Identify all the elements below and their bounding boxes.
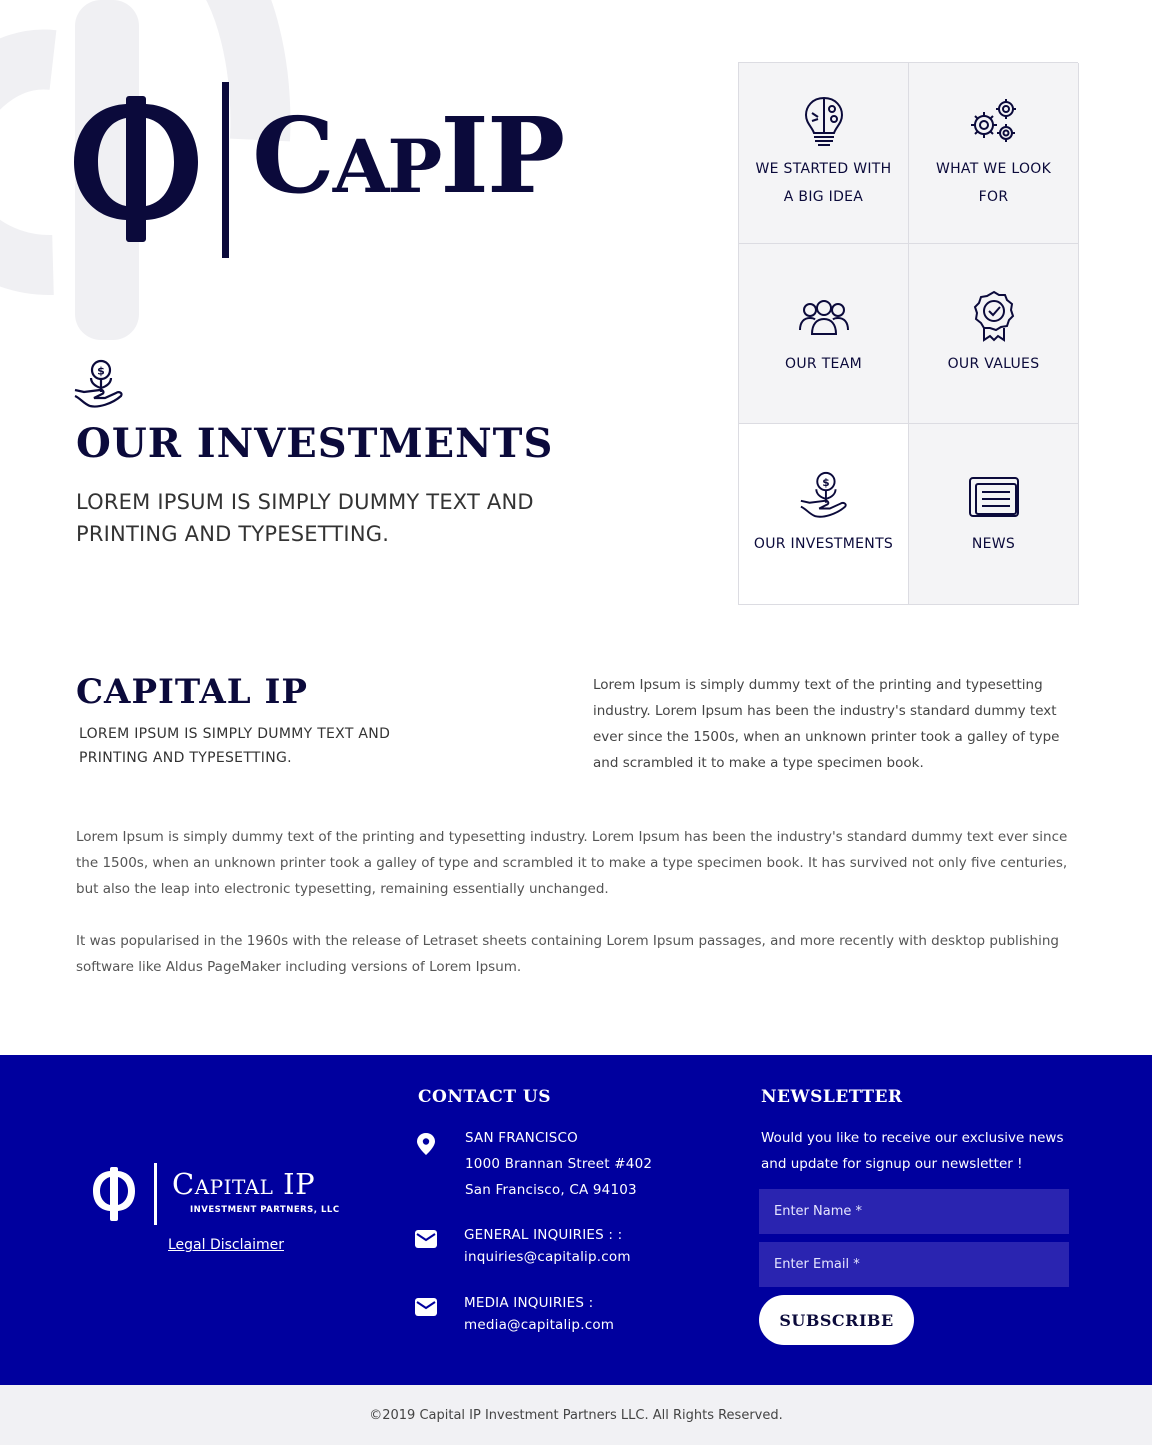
- envelope-icon: [414, 1295, 438, 1319]
- tile-label: WE STARTED WITH A BIG IDEA: [755, 161, 892, 205]
- subscribe-button[interactable]: SUBSCRIBE: [759, 1295, 914, 1345]
- tile-our-values[interactable]: [909, 244, 1079, 424]
- address-street: 1000 Brannan Street #402: [465, 1156, 653, 1172]
- footer: [0, 1055, 1152, 1385]
- gears-icon: [968, 95, 1020, 147]
- footer-logo-tagline: INVESTMENT PARTNERS, LLC: [190, 1205, 340, 1215]
- capital-ip-heading: CAPITAL IP: [76, 672, 308, 712]
- plant-hand-dollar-icon: [72, 358, 126, 412]
- media-inquiries-email[interactable]: media@capitalip.com: [464, 1317, 615, 1333]
- media-inquiries-label: MEDIA INQUIRIES :: [464, 1295, 594, 1311]
- hero-section: [0, 0, 1152, 640]
- plant-hand-dollar-icon: [798, 470, 850, 522]
- lightbulb-icon: [798, 95, 850, 147]
- award-badge-icon: [968, 290, 1020, 342]
- contact-heading: CONTACT US: [418, 1087, 551, 1107]
- media-inquiries: [464, 1292, 614, 1336]
- general-inquiries-label: GENERAL INQUIRIES : :: [464, 1227, 623, 1243]
- copyright-bar: [0, 1385, 1152, 1445]
- svg-text:$: $: [821, 476, 830, 489]
- capip-logo[interactable]: [72, 82, 592, 262]
- tile-label: NEWS: [971, 536, 1016, 552]
- copyright-text: ©2019 Capital IP Investment Partners LLC. All Rights Reserved.: [369, 1407, 783, 1423]
- body-paragraph: Lorem Ipsum is simply dummy text of the printing and typesetting industry. Lorem Ipsum has been the industry's standard dummy text ever since the 1500s, when an unknown printer took a galley of type and scrambled it to make a type specimen book. It has survived not only five centuries, but also the leap into electronic typesetting, remaining essentially unchanged.: [76, 829, 1068, 897]
- tile-news[interactable]: [909, 424, 1079, 605]
- contact-address: [465, 1125, 652, 1203]
- tile-label: WHAT WE LOOK FOR: [935, 161, 1052, 205]
- newsletter-name-input[interactable]: [759, 1189, 1069, 1234]
- page-subtitle: LOREM IPSUM IS SIMPLY DUMMY TEXT AND PRINTING AND TYPESETTING.: [76, 490, 534, 546]
- phi-logo-mark: [72, 82, 252, 262]
- tile-label: OUR VALUES: [947, 355, 1040, 372]
- address-city-zip: San Francisco, CA 94103: [465, 1182, 637, 1198]
- footer-logo[interactable]: [92, 1163, 362, 1227]
- svg-text:$: $: [97, 364, 105, 378]
- newsletter-email-input[interactable]: [759, 1242, 1069, 1287]
- page-title: OUR INVESTMENTS: [76, 420, 554, 467]
- general-inquiries-email[interactable]: inquiries@capitalip.com: [464, 1249, 631, 1265]
- legal-disclaimer-link[interactable]: Legal Disclaimer: [168, 1237, 284, 1253]
- tile-what-we-look-for[interactable]: [909, 63, 1079, 244]
- team-icon: [798, 290, 850, 342]
- capital-ip-paragraph: Lorem Ipsum is simply dummy text of the printing and typesetting industry. Lorem Ipsum has been the industry's standard dummy text ever since the 1500s, when an unknown printer took a galley of type and scrambled it to make a type specimen book.: [593, 677, 1060, 771]
- body-paragraph: It was popularised in the 1960s with the release of Letraset sheets containing Lorem Ipsum passages, and more recently with desktop publishing software like Aldus PageMaker including versions of Lorem Ipsum.: [76, 933, 1059, 975]
- newspaper-icon: [968, 470, 1020, 522]
- newsletter-text: Would you like to receive our exclusive news and update for signup our newsletter !: [761, 1130, 1064, 1172]
- tile-our-team[interactable]: [739, 244, 909, 424]
- envelope-icon: [414, 1227, 438, 1251]
- location-pin-icon: [414, 1132, 438, 1156]
- address-city: SAN FRANCISCO: [465, 1130, 579, 1146]
- newsletter-heading: NEWSLETTER: [761, 1087, 903, 1107]
- tile-our-investments[interactable]: [739, 424, 909, 605]
- footer-logo-wordmark: Capital IP: [172, 1167, 316, 1201]
- tile-big-idea[interactable]: [739, 63, 909, 244]
- logo-wordmark: CapIP: [252, 94, 564, 217]
- capital-ip-subtitle: LOREM IPSUM IS SIMPLY DUMMY TEXT AND PRINTING AND TYPESETTING.: [79, 726, 391, 766]
- phi-logo-mark: [92, 1163, 172, 1227]
- tile-label: OUR TEAM: [785, 355, 862, 372]
- general-inquiries: [464, 1224, 631, 1268]
- nav-tiles-grid: [738, 62, 1078, 605]
- tile-label: OUR INVESTMENTS: [753, 536, 894, 552]
